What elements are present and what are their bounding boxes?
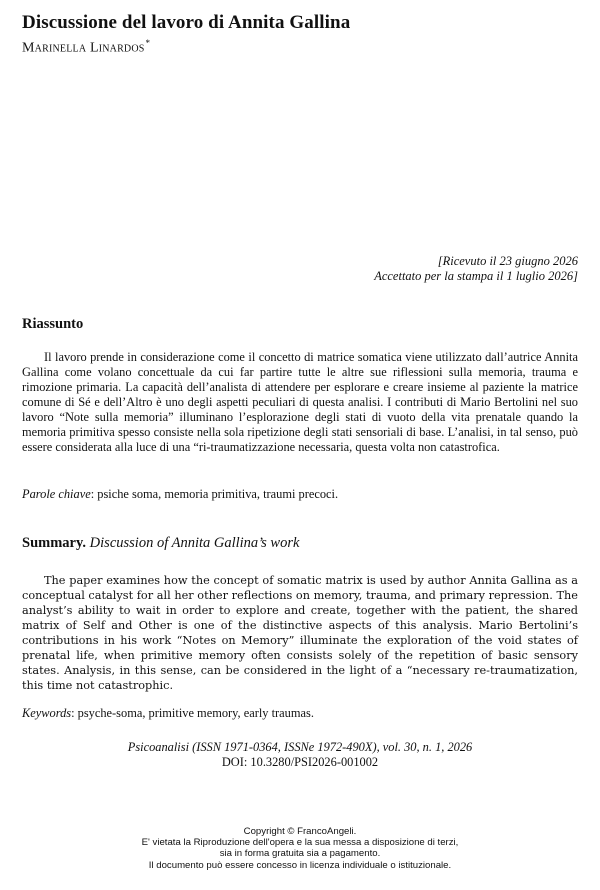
parole-chiave-values: : psiche soma, memoria primitiva, traumi precoci. xyxy=(90,487,339,501)
copyright-line-4: Il documento può essere concesso in licenza individuale o istituzionale. xyxy=(148,859,452,871)
copyright-line-1: Copyright © FrancoAngeli. xyxy=(243,826,357,837)
parole-chiave-label: Parole chiave xyxy=(22,487,91,501)
accepted-date: Accettato per la stampa il 1 luglio 2026] xyxy=(374,269,578,283)
copyright-notice xyxy=(0,826,600,871)
doi: DOI: 10.3280/PSI2026-001002 xyxy=(221,755,379,769)
journal-citation: Psicoanalisi (ISSN 1971-0364, ISSNe 1972-490X), vol. 30, n. 1, 2026 xyxy=(127,740,473,754)
received-date: [Ricevuto il 23 giugno 2026 xyxy=(437,254,578,268)
received-dates xyxy=(374,254,578,284)
author-footnote-mark: * xyxy=(145,38,151,48)
keywords xyxy=(22,706,578,721)
copyright-line-2: E' vietata la Riproduzione dell'opera e la sua messa a disposizione di terzi, xyxy=(141,837,459,849)
author-name-text: Marinella Linardos xyxy=(22,40,145,56)
author-name xyxy=(22,38,150,57)
summary-subtitle: Discussion of Annita Gallina’s work xyxy=(89,535,300,551)
summary-label: Summary. xyxy=(22,535,87,551)
paper-title: Discussione del lavoro di Annita Gallina xyxy=(22,12,351,33)
copyright-line-3: sia in forma gratuita sia a pagamento. xyxy=(219,848,381,860)
riassunto-heading: Riassunto xyxy=(22,316,84,332)
riassunto-body: Il lavoro prende in considerazione come il concetto di matrice somatica viene utilizzato dall’autrice Annita Gallina come volano concettuale da cui far partire tutte le altre sue riflessioni sulla memoria, trauma e rimozione primaria. La capacità dell’analista di attendere per esplorare e creare insieme al paziente la matrice comune di Sé e dell’Altro è uno degli aspetti peculiari di questa analisi. I contributi di Mario Bertolini nel suo lavoro “Note sulla memoria” illuminano l’esplorazione degli stati di vuoto della vita prenatale quando la memoria primitiva spesso consiste nella sola ripetizione degli stati sensoriali di base. L’analisi, in tal senso, può essere considerata alla luce di una “ri-traumatizzazione necessaria, questa volta non catastrofica. xyxy=(22,350,578,454)
keywords-values: : psyche-soma, primitive memory, early traumas. xyxy=(71,706,314,720)
parole-chiave xyxy=(22,487,578,502)
keywords-label: Keywords xyxy=(22,706,72,720)
summary-body: The paper examines how the concept of somatic matrix is used by author Annita Gallina as a conceptual catalyst for all her other reflections on memory, trauma, and primary repression. The analyst’s ability to wait in order to explore and create, together with the patient, the shared matrix of Self and Other is one of the distinctive aspects of this analysis. Mario Bertolini’s contributions in his work “Notes on Memory” illuminate the exploration of the void states of prenatal life, when primitive memory often consists solely of the repetition of basic sensory states. Analysis, in this sense, can be considered in the light of a “necessary re-traumatization, this time not catastrophic. xyxy=(22,574,578,692)
summary-heading xyxy=(22,535,299,552)
journal-citation-block xyxy=(0,740,600,770)
